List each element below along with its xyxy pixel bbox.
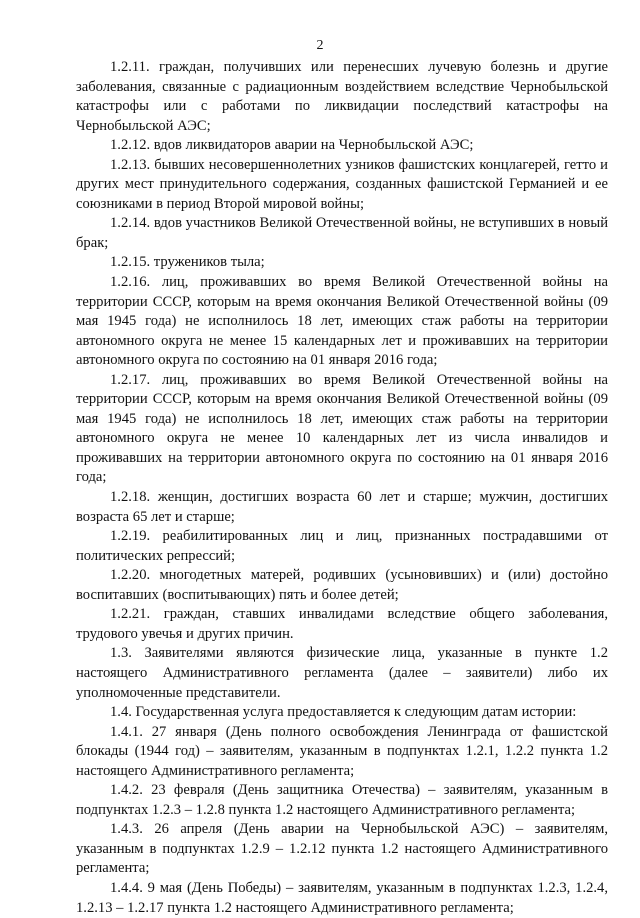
paragraph-1-2-17: 1.2.17. лиц, проживавших во время Великой Отечественной войны на территории СССР, которым на время окончания Великой Отечественной войны (09 мая 1945 года) не исполнилось 18 лет, имеющих стаж работы на территории автономного округа не менее 10 календарных лет из числа инвалидов и проживавших на территории автономного округа по состоянию на 01 января 2016 года; bbox=[76, 371, 608, 486]
paragraph-1-2-15: 1.2.15. тружеников тыла; bbox=[110, 254, 265, 271]
paragraph-1-2-11: 1.2.11. граждан, получивших или перенесших лучевую болезнь и другие заболевания, связанные с радиационным воздействием вследствие Чернобыльской катастрофы или с работами по ликвидации последствий катастрофы на Чернобыльской АЭС; bbox=[76, 59, 608, 134]
paragraph-1-2-14: 1.2.14. вдов участников Великой Отечественной войны, не вступивших в новый брак; bbox=[76, 215, 608, 251]
page-number: 2 bbox=[316, 38, 324, 53]
paragraph-1-4-4: 1.4.4. 9 мая (День Победы) – заявителям, указанным в подпунктах 1.2.3, 1.2.4, 1.2.13 – 1.2.17 пункта 1.2 настоящего Административного регламента; bbox=[76, 879, 608, 916]
document-body bbox=[76, 58, 608, 918]
paragraph-1-2-20: 1.2.20. многодетных матерей, родивших (усыновивших) и (или) достойно воспитавших (воспитывающих) пять и более детей; bbox=[76, 567, 608, 603]
paragraph-1-3: 1.3. Заявителями являются физические лица, указанные в пункте 1.2 настоящего Административного регламента (далее – заявители) либо их уполномоченные представители. bbox=[76, 645, 608, 701]
paragraph-1-2-12: 1.2.12. вдов ликвидаторов аварии на Чернобыльской АЭС; bbox=[110, 137, 474, 154]
paragraph-1-2-13: 1.2.13. бывших несовершеннолетних узников фашистских концлагерей, гетто и других мест принудительного содержания, созданных фашистской Германией и ее союзниками в период Второй мировой войны; bbox=[76, 156, 608, 212]
paragraph-1-2-21: 1.2.21. граждан, ставших инвалидами вследствие общего заболевания, трудового увечья и других причин. bbox=[76, 606, 608, 642]
paragraph-1-2-18: 1.2.18. женщин, достигших возраста 60 лет и старше; мужчин, достигших возраста 65 лет и старше; bbox=[76, 489, 608, 525]
paragraph-1-2-19: 1.2.19. реабилитированных лиц и лиц, признанных пострадавшими от политических репрессий; bbox=[76, 528, 608, 564]
paragraph-1-2-16: 1.2.16. лиц, проживавших во время Великой Отечественной войны на территории СССР, которым на время окончания Великой Отечественной войны (09 мая 1945 года) не исполнилось 18 лет, имеющих стаж работы на территории автономного округа не менее 15 календарных лет и проживавших на территории автономного округа по состоянию на 01 января 2016 года; bbox=[76, 274, 608, 369]
paragraph-1-4-3: 1.4.3. 26 апреля (День аварии на Чернобыльской АЭС) – заявителям, указанным в подпунктах 1.2.9 – 1.2.12 пункта 1.2 настоящего Административного регламента; bbox=[76, 821, 608, 877]
paragraph-1-4-2: 1.4.2. 23 февраля (День защитника Отечества) – заявителям, указанным в подпунктах 1.2.3 – 1.2.8 пункта 1.2 настоящего Административного регламента; bbox=[76, 782, 608, 818]
paragraph-1-4: 1.4. Государственная услуга предоставляется к следующим датам истории: bbox=[110, 704, 577, 721]
paragraph-1-4-1: 1.4.1. 27 января (День полного освобождения Ленинграда от фашистской блокады (1944 год) – заявителям, указанным в подпунктах 1.2.1, 1.2.2 пункта 1.2 настоящего Административного регламента; bbox=[76, 723, 608, 779]
